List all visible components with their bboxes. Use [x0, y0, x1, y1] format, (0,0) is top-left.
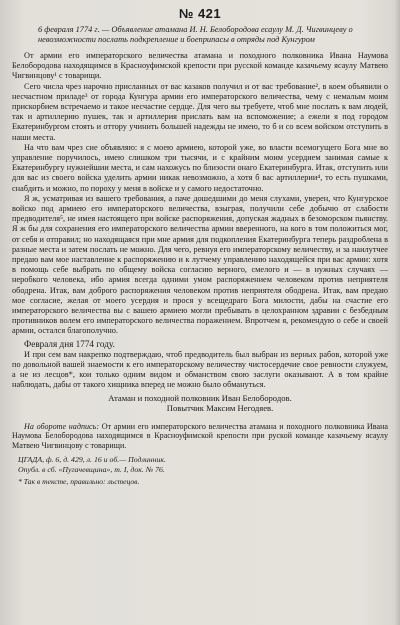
reverse-note-text: От армии его императорского величества атамана и походного полковника Ивана Наумова Белобородова находящимся в Красноуфимской крепости при руской команде казачьему ясаулу Матвею Чигвинцову с товарищи.: [12, 421, 388, 450]
paragraph-reply: На что вам чрез сие объявляю: я с моею армиею, которой уже, во власти всемогущего Бога мне во управление поручилось, имею слишком три тысячи, и с крайним моим усердием занимая самые к Екатеринбургу нужнейшии места, и сам нахожусь по близости онаго Екатеринбурга. Итак, отступить или для вас из своего войска уделить армии никак невозможно, а хотя б вас артиллерии⁴, то есть пушками, снабдить и можно, по пороху у меня в войске и у самого недостаточно.: [12, 142, 388, 193]
footnote: [18, 477, 388, 487]
date-line: Февраля дня 1774 году.: [24, 338, 115, 349]
page-edge-shadow: [394, 0, 400, 625]
signature-block: [12, 393, 388, 414]
footnote-text: * Так в тексте, правильно: льстецов.: [18, 477, 140, 487]
publication-reference: Опубл. в сб. «Пугачевщина», т. I, док. № 76.: [18, 464, 165, 474]
paragraph-address: От армии его императорского величества атамана и походного полковника Ивана Наумова Белобородова находящимся в Красноуфимской крепости при русской команде казачьему ясаулу Матвею Чигвинцову¹ с товарищи.: [12, 51, 388, 81]
source-citation: [18, 455, 388, 474]
signature-ataman: Атаман и походной полковник Иван Белобородов.: [108, 392, 292, 403]
document-body: [12, 51, 388, 337]
paragraph-instruction: Я ж, усматривая из вашего требования, а паче дошедшими до меня слухами, уверен, что Кунгурское войско под армиею его императорского величества, взыграя, получили себе добычю от слабости предводителя⁵, не имея настоящего при войске распоряжения, допуская жадных в безоморском пьянству. Я ж бы для сохранения его императорского величества армии вверенного, на кого в том положиться мог, от себя и отправил; но находящаяся при мне армия для подкопления Екатеринбурга теперь раздроблена в разные места и затем послать не можно. Для чего, ревнуя его императорскому величеству, и за наилутчее предаю вам мое наставление к распоряжению и к лутчему управлению находящейся при вас армии: хотя в помощь себе выбрать по общему войска согласию верного, смелого и — в нужных случаях — неробкого человека, ибо армия всегда одними умом распоряжением человеком против неприятеля ободрена. Итак, вам доброго распоряжения человеком против неприятеля ободрена. Итак, вам предаю мое согласие, желая от моего усердия и прося у всещедраго Бога милости, дабы на счастие его императорского величества вы с вашею армиею могли пребывать в целохранном здравии с безбедным противников волем его императорского величества поражением. Впротчем я, рекомендую о себе и своей армии, остался благополучно.: [12, 193, 388, 336]
signature-clerk: Повытчик Максим Негодяев.: [166, 403, 274, 413]
paragraph-request: Сего числа чрез нарочно присланных от вас казаков получил и от вас требование², в коем объявили о несчастном приладе³ от города Кунгура армии его императорского величества, чему с немалым моим прискорбием встречаемо и такое несчастие сердце. Для чего вы требуете, чтоб мне послать к вам людей, так и артиллерию пушек, так и артиллерия прислать вам на вспоможение; а ежели я под городом Екатеринбургом стоять и оттору учинить большей надежды не имею, то б и со всем войском отступить в наши места.: [12, 81, 388, 142]
postscript-block: [12, 350, 388, 391]
archive-reference: ЦГАДА, ф. 6, д. 429, л. 16 и об.— Подлинник.: [18, 455, 166, 465]
document-number: № 421: [178, 6, 222, 21]
document-heading: 6 февраля 1774 г. — Объявление атамана И. Н. Белобородова есаулу М. Д. Чигвинцеву о невозможности послать подкрепление и боеприпасы в отряды под Кунгуром: [38, 25, 353, 44]
reverse-note: [12, 422, 388, 451]
postscript: И при сем вам накрепко подтверждаю, чтоб предводитель был выбран из верных рабов, которой уже по довольной вашей знаемости к его императорскому величеству чистосердечие свое ревности служуем, а не из лесцов*, кои только одним видом и обманством свою заслуги оказывают. А в том крайне наблюдать, дабы от такого хищника вперед не можно было обмануться.: [12, 349, 388, 390]
reverse-note-label: На обороте надпись:: [24, 421, 100, 431]
